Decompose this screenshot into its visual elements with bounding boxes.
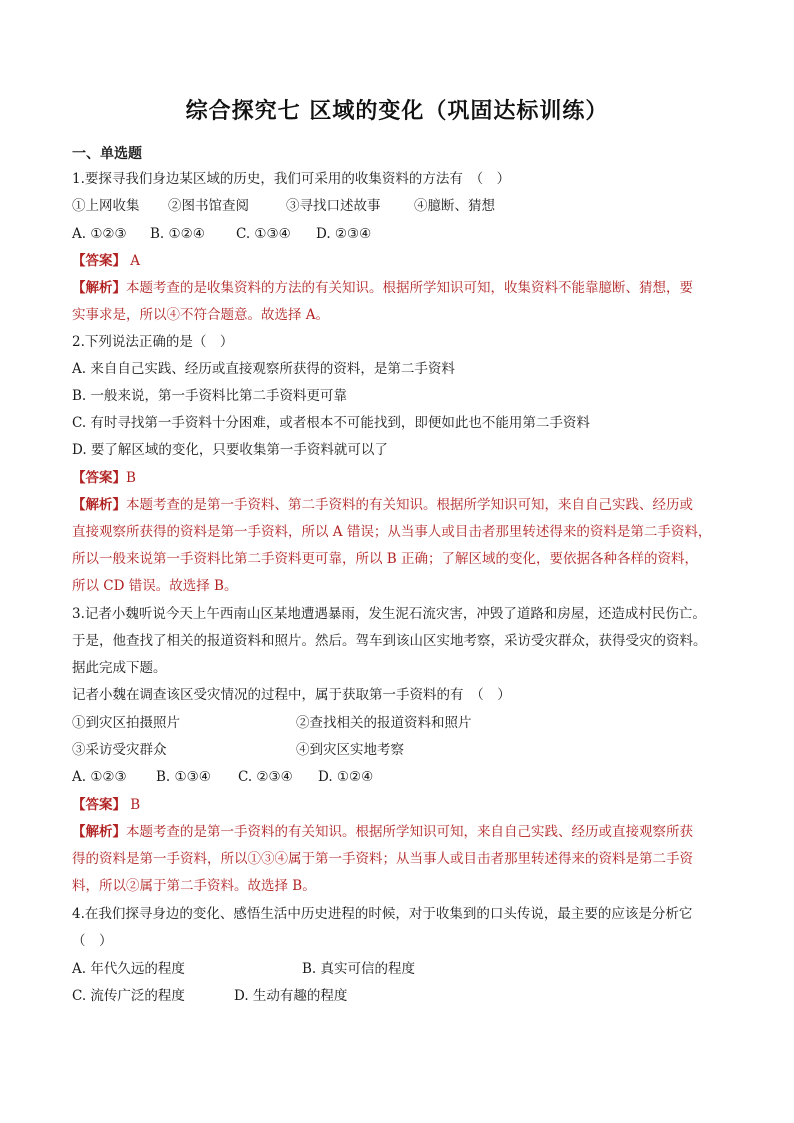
method-option: ①上网收集 [72,198,140,214]
item-option: ②查找相关的报道资料和照片 [296,715,472,731]
choice-option: A. ①②③ [72,226,127,242]
question-2-option: B. 一般来说，第一手资料比第二手资料更可靠 [72,388,348,404]
question-3-answer [72,795,140,815]
question-3-items-row [72,713,472,733]
question-2-analysis-line: 直接观察所获得的资料是第一手资料，所以 A 错误；从当事人或目击者那里转述得来的资料是第二手资料， [72,524,712,540]
question-2-analysis-line: 所以 CD 错误。故选择 B。 [72,578,238,594]
question-2-option: C. 有时寻找第一手资料十分困难，或者根本不可能找到，即便如此也不能用第二手资料 [72,415,590,431]
question-3-analysis-line: 【解析】本题考查的是第一手资料的有关知识。根据所学知识可知，来自自己实践、经历或直接观察所获 [72,824,693,840]
question-3-items-row [72,740,404,760]
method-option: ②图书馆查阅 [168,198,249,214]
question-4-choices-row [72,986,347,1006]
item-option: ①到灾区拍摄照片 [72,715,180,731]
choice-option: A. ①②③ [72,769,127,785]
choice-option: B. 真实可信的程度 [302,961,416,977]
item-option: ③采访受灾群众 [72,742,167,758]
question-3-material-line: 据此完成下题。 [72,660,167,676]
question-2-option: D. 要了解区域的变化，只要收集第一手资料就可以了 [72,442,388,458]
method-option: ③寻找口述故事 [286,198,381,214]
choice-option: A. 年代久远的程度 [72,961,185,977]
analysis-label: 【解析】 [72,497,126,513]
choice-option: C. ①③④ [236,226,291,242]
item-option: ④到灾区实地考察 [296,742,404,758]
section-heading: 一、单选题 [72,146,142,162]
question-2-analysis-line: 【解析】本题考查的是第一手资料、第二手资料的有关知识。根据所学知识可知，来自自己实践、经历或 [72,497,693,513]
question-4-stem: 4.在我们探寻身边的变化、感悟生活中历史进程的时候，对于收集到的口头传说，最主要的应该是分析它 [72,906,693,922]
question-3-material-line: 于是，他查找了相关的报道资料和照片。然后。驾车到该山区实地考察，采访受灾群众，获得受灾的资料。 [72,633,707,649]
question-4-stem: （ ） [72,933,113,949]
choice-option: B. ①②④ [150,226,205,242]
analysis-label: 【解析】 [72,824,126,840]
choice-option: C. 流传广泛的程度 [72,988,185,1004]
answer-value: A [130,253,141,269]
answer-value: B [130,797,141,813]
answer-label: 【答案】 [72,797,126,813]
choice-option: B. ①③④ [156,769,211,785]
question-3-analysis-line: 得的资料是第一手资料，所以①③④属于第一手资料；从当事人或目击者那里转述得来的资料是第二手资 [72,851,693,867]
question-1-analysis-line: 【解析】本题考查的是收集资料的方法的有关知识。根据所学知识可知，收集资料不能靠臆断、猜想，要 [72,280,693,296]
question-1-analysis-line: 实事求是，所以④不符合题意。故选择 A。 [72,307,330,323]
question-1-stem: 1.要探寻我们身边某区域的历史，我们可采用的收集资料的方法有 （ ） [72,171,511,187]
question-2-stem: 2.下列说法正确的是（ ） [72,334,234,350]
method-option: ④臆断、猜想 [414,198,495,214]
answer-value: B [126,470,136,486]
question-3-stem: 记者小魏在调查该区受灾情况的过程中，属于获取第一手资料的有 （ ） [72,687,511,703]
answer-label: 【答案】 [72,253,126,269]
question-4-choices-row [72,959,415,979]
question-1-answer [72,251,140,271]
page-title: 综合探究七 区域的变化（巩固达标训练） [185,98,609,124]
question-1-methods [72,196,495,216]
question-3-material-line: 3.记者小魏听说今天上午西南山区某地遭遇暴雨，发生泥石流灾害，冲毁了道路和房屋，还造成村民伤亡。 [72,606,706,622]
choice-option: C. ②③④ [238,769,293,785]
choice-option: D. ①②④ [318,769,374,785]
question-3-choices [72,767,373,787]
question-2-analysis-line: 所以一般来说第一手资料比第二手资料更可靠，所以 B 正确；了解区域的变化，要依据各种各样的资料， [72,551,699,567]
choice-option: D. 生动有趣的程度 [234,988,348,1004]
answer-label: 【答案】 [72,470,126,486]
question-1-choices [72,224,371,244]
question-3-analysis-line: 料，所以②属于第二手资料。故选择 B。 [72,878,316,894]
analysis-label: 【解析】 [72,280,126,296]
question-2-answer [72,468,136,488]
choice-option: D. ②③④ [316,226,372,242]
question-2-option: A. 来自自己实践、经历或直接观察所获得的资料，是第二手资料 [72,361,455,377]
